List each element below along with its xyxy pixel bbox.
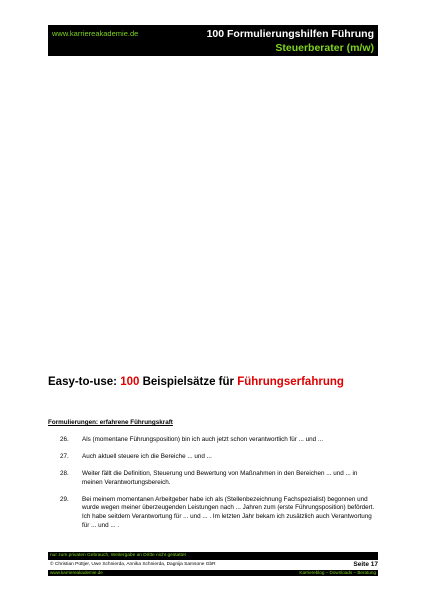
item-number: 28. xyxy=(60,470,69,478)
item-text: Auch aktuell steuere ich die Bereiche ... und ... xyxy=(82,453,212,461)
header-title: 100 Formulierungshilfen Führung xyxy=(206,28,374,40)
list-item xyxy=(48,470,378,487)
page-headline xyxy=(48,376,344,388)
footer-note: nur zum privaten Gebrauch, Weitergabe an Dritte nicht gestattet xyxy=(50,552,186,558)
list-item xyxy=(48,453,378,462)
item-text: Bei meinem momentanen Arbeitgeber habe ich als (Stellenbezeichnung Fachspezialist) begonnen und wurde wegen meiner überzeugenden Leistungen nach ... Jahren zum (erste Führungsposition) befördert. Ich habe seitdem Verantwortung für ... und ... . Im letzten Jahr bekam ich zusätzlich auch Verantwortung für ... und ... . xyxy=(82,495,375,529)
list-item xyxy=(48,496,378,530)
item-number: 29. xyxy=(60,495,69,503)
footer-note-bar xyxy=(48,552,378,560)
page-header xyxy=(48,25,378,56)
headline-highlight: Führungserfahrung xyxy=(237,376,344,388)
item-text: Als (momentane Führungsposition) bin ich auch jetzt schon verantwortlich für ... und ... xyxy=(82,436,324,443)
footer-copyright: © Christian Püttjer, Uwe Schnierda, Annika Schnierda, Dagnija Samsone GbR xyxy=(50,562,216,567)
footer-links[interactable]: Karriereblog – Downloads – Beratung xyxy=(299,570,376,575)
footer-link-bar xyxy=(48,570,378,576)
list-item xyxy=(48,436,378,445)
header-subtitle: Steuerberater (m/w) xyxy=(275,42,374,54)
phrase-list xyxy=(48,436,378,539)
headline-middle: Beispielsätze für xyxy=(139,376,238,388)
section-title: Formulierungen: erfahrene Führungskraft xyxy=(48,419,173,426)
header-url[interactable]: www.karriereakademie.de xyxy=(52,29,139,38)
headline-number: 100 xyxy=(120,376,140,388)
item-number: 26. xyxy=(60,436,69,443)
item-number: 27. xyxy=(60,453,69,461)
page-number: Seite 17 xyxy=(353,561,378,568)
item-text: Weiter fällt die Definition, Steuerung und Bewertung von Maßnahmen in den Bereichen ... und ... in meinen Verantwortungsbereich. xyxy=(82,470,358,486)
footer-url[interactable]: www.karriereakademie.de xyxy=(50,570,103,575)
headline-prefix: Easy-to-use: xyxy=(48,376,121,388)
